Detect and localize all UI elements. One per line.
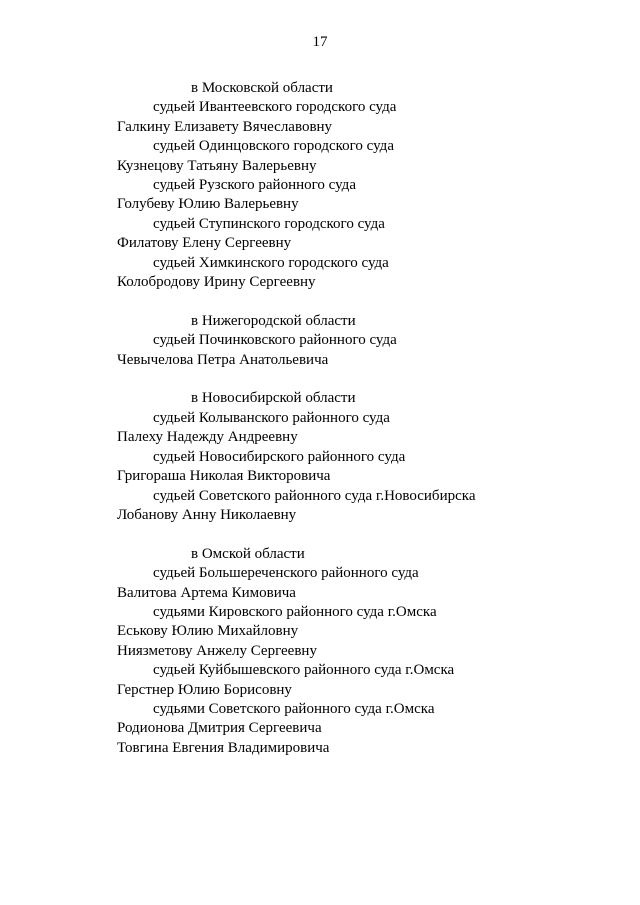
judge-name: Чевычелова Петра Анатольевича bbox=[117, 351, 329, 368]
judge-name: Родионова Дмитрия Сергеевича bbox=[117, 720, 322, 737]
region-section bbox=[117, 389, 617, 525]
judge-name: Еськову Юлию Михайловну bbox=[117, 623, 299, 640]
court-line: судьей Новосибирского районного суда bbox=[153, 448, 406, 465]
region-section bbox=[117, 545, 617, 758]
section-spacer bbox=[117, 370, 617, 389]
region-section bbox=[117, 79, 617, 292]
court-line: судьей Химкинского городского суда bbox=[153, 254, 389, 271]
region-heading: в Нижегородской области bbox=[191, 312, 356, 329]
court-line: судьей Большереченского районного суда bbox=[153, 565, 419, 582]
court-line: судьями Кировского районного суда г.Омска bbox=[153, 603, 437, 620]
judge-name: Кузнецову Татьяну Валерьевну bbox=[117, 157, 317, 174]
court-line: судьей Рузского районного суда bbox=[153, 177, 356, 194]
judge-name: Герстнер Юлию Борисовну bbox=[117, 681, 292, 698]
court-line: судьей Советского районного суда г.Новосибирска bbox=[153, 487, 476, 504]
judge-name: Палеху Надежду Андреевну bbox=[117, 429, 298, 446]
page-number: 17 bbox=[312, 34, 328, 50]
region-section bbox=[117, 312, 617, 370]
court-line: судьей Колыванского районного суда bbox=[153, 409, 390, 426]
court-line: судьями Советского районного суда г.Омска bbox=[153, 700, 435, 717]
section-spacer bbox=[117, 525, 617, 544]
judge-name: Галкину Елизавету Вячеславовну bbox=[117, 118, 333, 135]
document-body bbox=[117, 79, 617, 758]
judge-name: Григораша Николая Викторовича bbox=[117, 468, 331, 485]
judge-name: Лобанову Анну Николаевну bbox=[117, 506, 297, 523]
judge-name: Филатову Елену Сергеевну bbox=[117, 235, 292, 252]
court-line: судьей Куйбышевского районного суда г.Омска bbox=[153, 662, 455, 679]
region-heading: в Омской области bbox=[191, 545, 305, 562]
region-heading: в Московской области bbox=[191, 80, 333, 96]
judge-name: Колобродову Ирину Сергеевну bbox=[117, 274, 316, 291]
court-line: судьей Ступинского городского суда bbox=[153, 215, 385, 232]
section-spacer bbox=[117, 292, 617, 311]
judge-name: Товгина Евгения Владимировича bbox=[117, 739, 330, 756]
judge-name: Валитова Артема Кимовича bbox=[117, 584, 296, 601]
court-line: судьей Одинцовского городского суда bbox=[153, 138, 394, 155]
region-heading: в Новосибирской области bbox=[191, 390, 356, 407]
judge-name: Голубеву Юлию Валерьевну bbox=[117, 196, 299, 213]
judge-name: Ниязметову Анжелу Сергеевну bbox=[117, 642, 317, 659]
court-line: судьей Починковского районного суда bbox=[153, 332, 397, 349]
court-line: судьей Ивантеевского городского суда bbox=[153, 99, 397, 116]
